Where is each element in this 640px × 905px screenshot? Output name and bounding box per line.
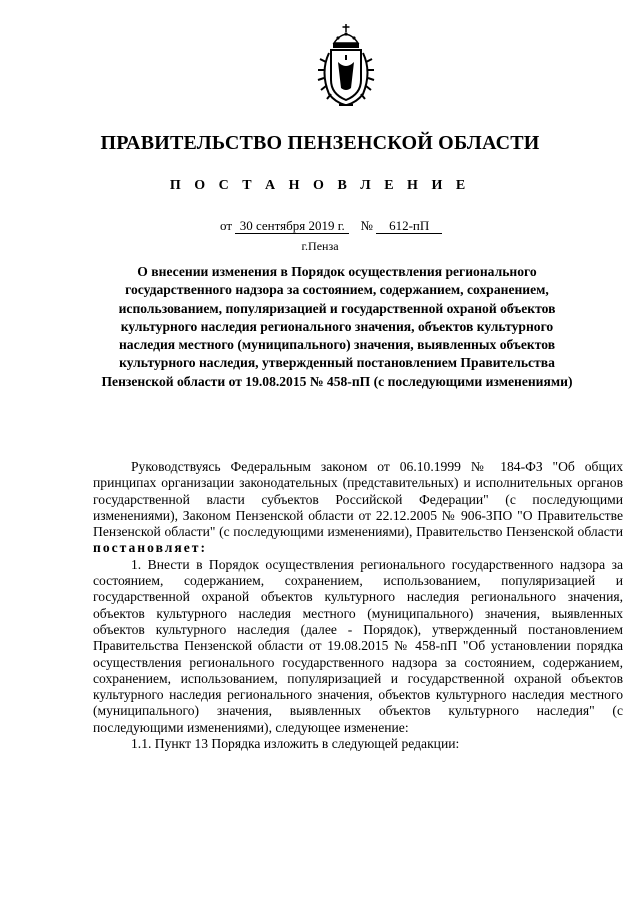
resolves-keyword: постановляет: — [93, 540, 207, 556]
city: г.Пенза — [301, 239, 339, 253]
document-type: П О С Т А Н О В Л Е Н И Е — [169, 178, 471, 193]
paragraph-preamble — [93, 459, 623, 557]
paragraph-item-1-1: 1.1. Пункт 13 Порядка изложить в следующей редакции: — [131, 736, 460, 752]
document-date: 30 сентября 2019 г. — [235, 218, 349, 234]
paragraph-item-1: 1. Внести в Порядок осуществления регионального государственного надзора за состоянием, содержанием, сохранением, использованием, популяризацией и государственной охраной объектов культурного наследия регионального значения, объектов культурного наследия местного (муниципального) значения, выявленных объектов культурного наследия (далее - Порядок), утвержденный постановлением Правительства Пензенской области от 19.08.2015 № 458-пП "Об установлении порядка осуществления регионального государственного надзора за состоянием, содержанием, сохранением, использованием, популяризацией и государственной охраной объектов культурного наследия регионального значения, объектов культурного наследия местного (муниципального) значения, выявленных объектов культурного наследия" (с последующими изменениями), следующее изменение: — [93, 556, 623, 735]
coat-of-arms-emblem — [315, 22, 377, 108]
document-body — [93, 459, 623, 752]
government-title: ПРАВИТЕЛЬСТВО ПЕНЗЕНСКОЙ ОБЛАСТИ — [100, 132, 540, 154]
date-number-line — [220, 218, 520, 234]
number-sign: № — [360, 218, 373, 233]
date-prefix: от — [220, 218, 233, 233]
preamble-text: Руководствуясь Федеральным законом от 06.10.1999 № 184-ФЗ "Об общих принципах организации законодательных (представительных) и исполнительных органов государственной власти субъектов Российской Федерации" (с последующими изменениями), Законом Пензенской области от 22.12.2005 № 906-ЗПО "О Правительстве Пензенской области" (с последующими изменениями), Правительство Пензенской области — [93, 459, 623, 540]
document-subject: О внесении изменения в Порядок осуществления регионального государственного надзора за состоянием, содержанием, сохранением, использованием, популяризацией и государственной охраной объектов культурного наследия регионального значения, объектов культурного наследия местного (муниципального) значения, выявленных объектов культурного наследия, утвержденный постановлением Правительства Пензенской области от 19.08.2015 № 458-пП (с последующими изменениями) — [101, 264, 573, 389]
document-number: 612-пП — [376, 218, 442, 234]
